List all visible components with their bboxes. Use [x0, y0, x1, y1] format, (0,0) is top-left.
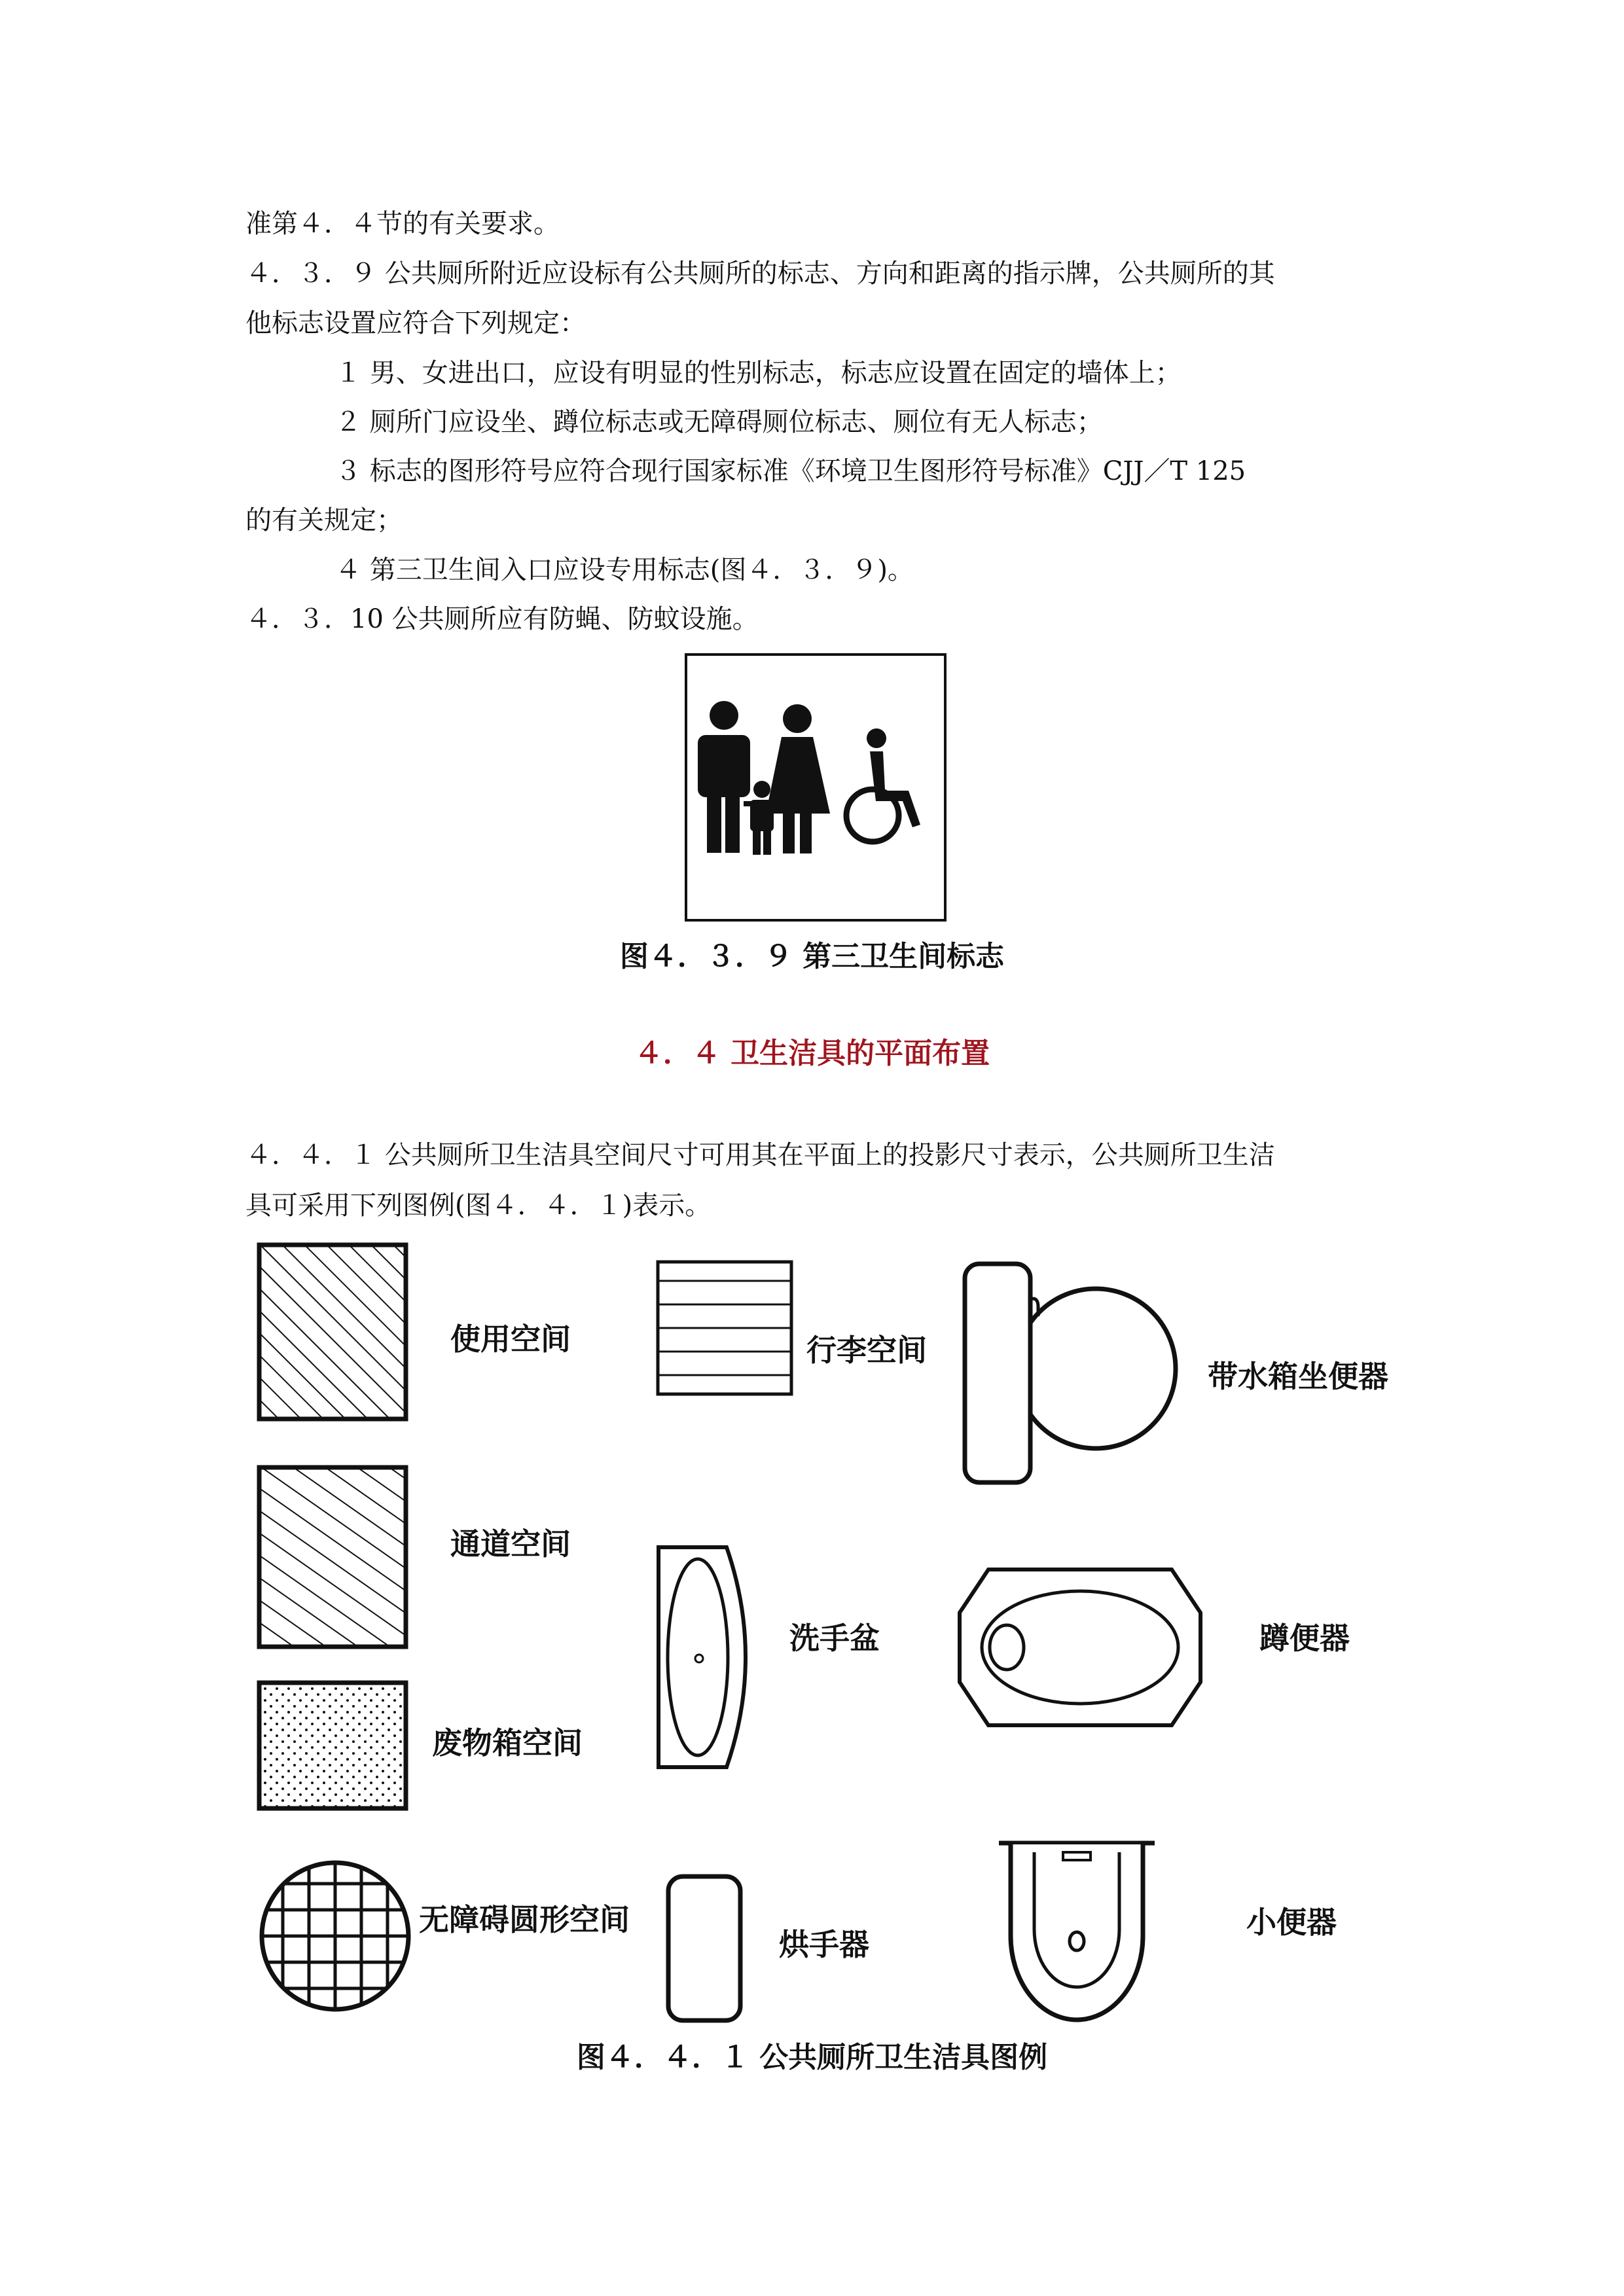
hand-dryer-symbol [665, 1873, 744, 2024]
clause-4-3-10: ４．３．10 公共厕所应有防蝇、防蚊设施。 [245, 604, 759, 634]
tank-toilet-symbol [961, 1260, 1197, 1486]
use-space-symbol [257, 1242, 408, 1422]
legend-label-passage-space: 通道空间 [450, 1526, 571, 1562]
list-item-4: ４ 第三卫生间入口应设专用标志(图４．３．９)。 [335, 555, 914, 585]
legend-label-luggage-space: 行李空间 [806, 1333, 927, 1368]
squat-toilet-symbol [956, 1566, 1204, 1729]
wash-basin-symbol [655, 1543, 767, 1771]
family-restroom-sign-icon [685, 653, 947, 922]
legend-label-waste-bin-space: 废物箱空间 [432, 1725, 583, 1761]
figure-caption-4-3-9: 图４．３．９ 第三卫生间标志 [619, 940, 1005, 973]
clause-4-3-9-line1: ４．３．９ 公共厕所附近应设标有公共厕所的标志、方向和距离的指示牌，公共厕所的其 [245, 259, 1275, 289]
list-item-3-line2: 的有关规定； [245, 505, 403, 535]
list-item-1: １ 男、女进出口，应设有明显的性别标志，标志应设置在固定的墙体上； [335, 358, 1182, 388]
luggage-space-symbol [656, 1260, 793, 1396]
clause-4-4-1-line2: 具可采用下列图例(图４．４．１)表示。 [245, 1191, 712, 1221]
list-item-2: ２ 厕所门应设坐、蹲位标志或无障碍厕位标志、厕位有无人标志； [335, 407, 1103, 437]
legend-label-wash-basin: 洗手盆 [789, 1621, 880, 1656]
legend-label-urinal: 小便器 [1246, 1905, 1337, 1940]
legend-label-hand-dryer: 烘手器 [779, 1927, 869, 1962]
accessible-circle-space-symbol [257, 1857, 414, 2015]
clause-4-3-9-line2: 他标志设置应符合下列规定： [245, 308, 586, 338]
paragraph-continuation: 准第４．４节的有关要求。 [245, 209, 560, 239]
waste-bin-space-symbol [257, 1680, 408, 1811]
figure-caption-4-4-1: 图４．４．１ 公共厕所卫生洁具图例 [576, 2041, 1048, 2074]
clause-4-4-1-line1: ４．４．１ 公共厕所卫生洁具空间尺寸可用其在平面上的投影尺寸表示，公共厕所卫生洁 [245, 1140, 1275, 1170]
list-item-3-line1: ３ 标志的图形符号应符合现行国家标准《环境卫生图形符号标准》CJJ／T 125 [335, 456, 1246, 486]
legend-label-use-space: 使用空间 [450, 1321, 571, 1357]
legend-label-accessible-circle-space: 无障碍圆形空间 [419, 1902, 630, 1937]
passage-space-symbol [257, 1465, 408, 1649]
legend-label-tank-toilet: 带水箱坐便器 [1208, 1359, 1388, 1394]
urinal-symbol [995, 1838, 1159, 2022]
legend-label-squat-toilet: 蹲便器 [1259, 1621, 1350, 1656]
section-heading-4-4: ４．４ 卫生洁具的平面布置 [634, 1037, 990, 1070]
